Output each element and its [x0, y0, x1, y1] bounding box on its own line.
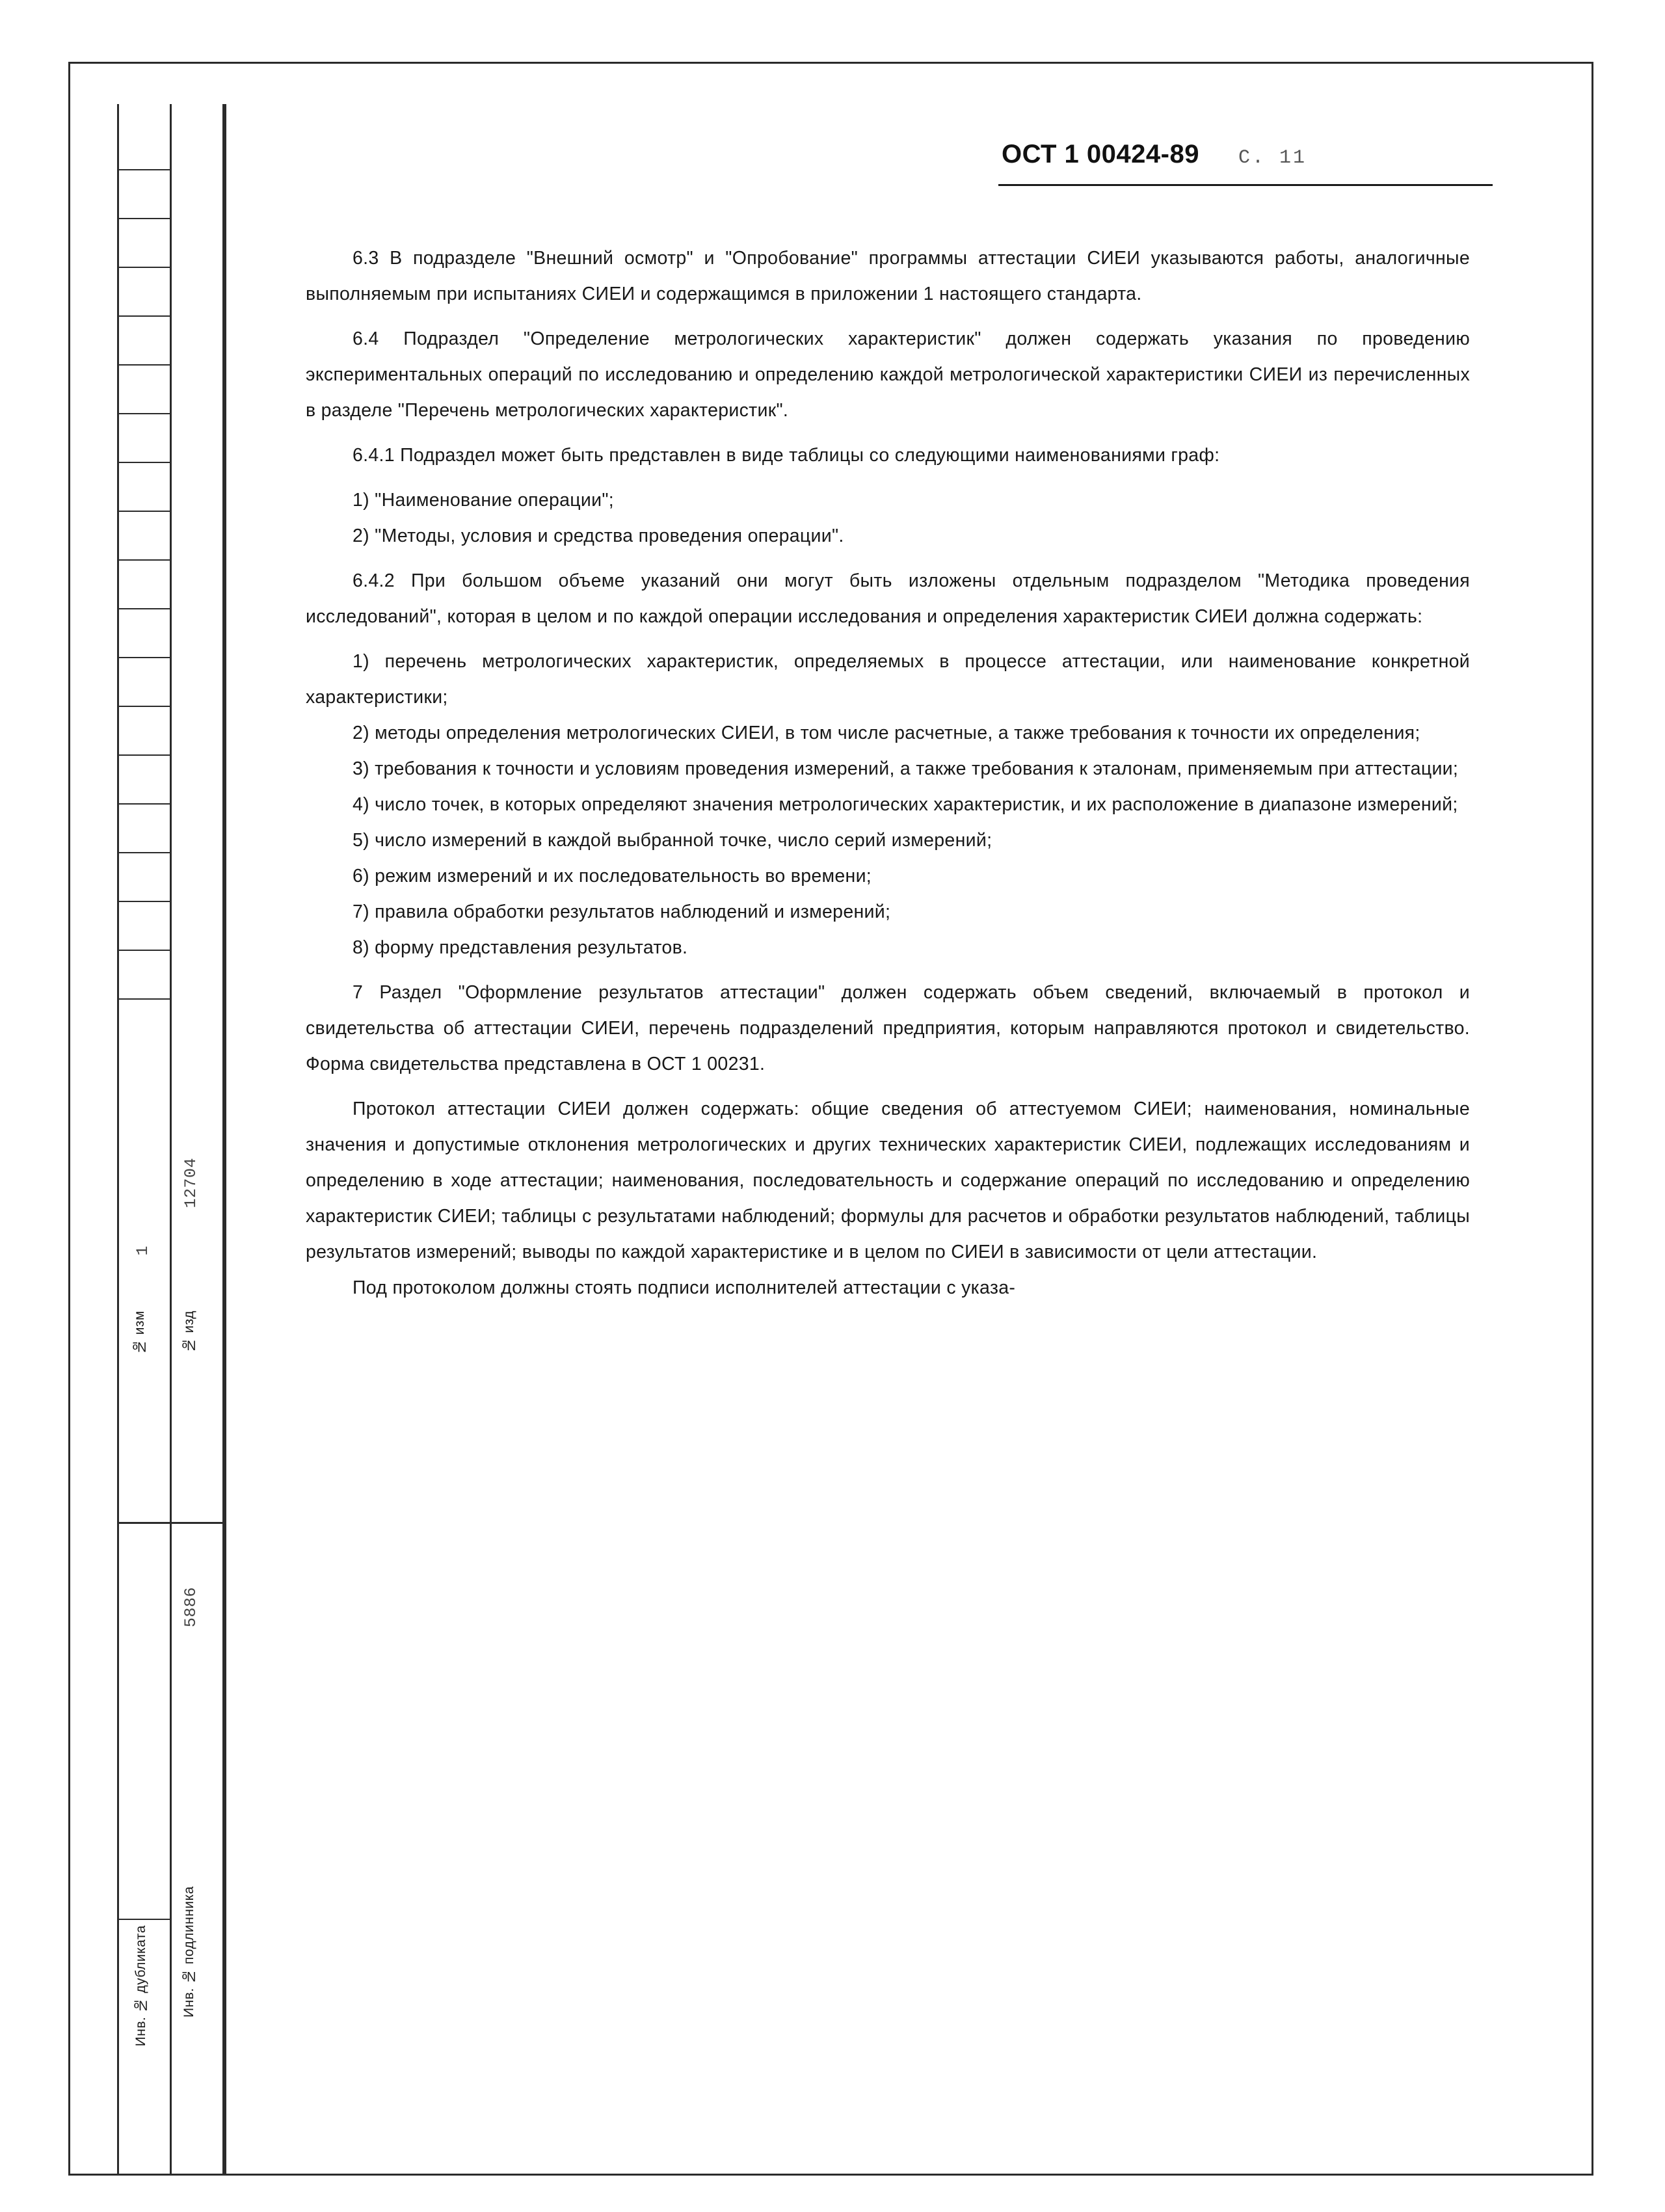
list-item: 2) методы определения метрологических СИЕИ, в том числе расчетные, а также требования к точности их определения; [353, 723, 1420, 743]
register-tick [119, 852, 170, 853]
register-tick [119, 559, 170, 561]
register-tick [119, 315, 170, 317]
paragraph: 6.4.2 При большом объеме указаний они могут быть изложены отдельным подразделом "Методика проведения исследований", которая в целом и по каждой операции исследования и определения характеристик СИЕИ должна содержать: [306, 570, 1470, 627]
page-number: С. 11 [1238, 147, 1307, 169]
paragraph: 6.4.1 Подраздел может быть представлен в виде таблицы со следующими наименованиями граф: [353, 445, 1220, 466]
list-item: 8) форму представления результатов. [353, 937, 688, 958]
register-tick [119, 218, 170, 219]
register-tick [119, 462, 170, 463]
margin-code-5886: 5886 [181, 1587, 200, 1628]
register-tick [119, 608, 170, 609]
register-tick [119, 413, 170, 414]
header-underline [998, 184, 1493, 186]
list-item: 3) требования к точности и условиям проведения измерений, а также требования к эталонам, применяемым при аттестации; [353, 758, 1459, 779]
margin-label-no-izm: № изм [132, 1311, 147, 1355]
register-tick [119, 364, 170, 366]
document-header [1002, 140, 1522, 169]
register-tick [119, 169, 170, 170]
register-tick [119, 901, 170, 902]
standard-number: ОСТ 1 00424-89 [1002, 140, 1199, 168]
list-item: 2) "Методы, условия и средства проведения операции". [353, 526, 844, 546]
paragraph: Протокол аттестации СИЕИ должен содержать: общие сведения об аттестуемом СИЕИ; наименования, номинальные значения и допустимые отклонения метрологических и других технических характеристик СИЕИ, подлежащих исследованиям и определению в ходе аттестации; наименования, последовательность и содержание операций по исследованию и определению характеристик СИЕИ; таблицы с результатами наблюдений; формулы для расчетов и обработки результатов наблюдений, таблицы результатов измерений; выводы по каждой характеристике и в целом по СИЕИ в зависимости от цели аттестации. [306, 1099, 1470, 1262]
margin-label-inv-dublikata: Инв. № дубликата [133, 1925, 148, 2047]
register-divider [119, 1522, 226, 1524]
register-tick [119, 657, 170, 658]
margin-column-divider [170, 104, 172, 2176]
register-tick [119, 950, 170, 951]
page-bottom-edge [0, 2196, 1665, 2212]
margin-code-12704: 12704 [181, 1158, 200, 1208]
register-tick [119, 998, 170, 1000]
document-body [306, 241, 1470, 1315]
margin-label-inv-podlinnika: Инв. № подлинника [181, 1886, 196, 2018]
register-tick [119, 511, 170, 512]
register-tick [119, 803, 170, 805]
register-tick [119, 1919, 170, 1920]
margin-register-column [117, 104, 224, 2176]
list-item: 7) правила обработки результатов наблюдений и измерений; [353, 901, 891, 922]
paragraph: 6.4 Подраздел "Определение метрологических характеристик" должен содержать указания по проведению экспериментальных операций по исследованию и определению каждой метрологической характеристики СИЕИ из перечисленных в разделе "Перечень метрологических характеристик". [306, 328, 1470, 421]
list-item: 5) число измерений в каждой выбранной точке, число серий измерений; [353, 830, 992, 851]
register-tick [119, 267, 170, 268]
register-tick [119, 706, 170, 707]
margin-label-no-izd: № изд [181, 1311, 196, 1353]
margin-code-1: 1 [133, 1246, 152, 1256]
paragraph: 7 Раздел "Оформление результатов аттестации" должен содержать объем сведений, включаемый в протокол и свидетельства об аттестации СИЕИ, перечень подразделений предприятия, которым направляются протокол и свидетельство. Форма свидетельства представлена в ОСТ 1 00231. [306, 982, 1470, 1074]
list-item: 6) режим измерений и их последовательность во времени; [353, 866, 872, 886]
list-item: 1) перечень метрологических характеристик, определяемых в процессе аттестации, или наименование конкретной характеристики; [306, 651, 1470, 708]
paragraph: 6.3 В подразделе "Внешний осмотр" и "Опробование" программы аттестации СИЕИ указываются работы, аналогичные выполняемым при испытаниях СИЕИ и содержащимся в приложении 1 настоящего стандарта. [306, 248, 1470, 304]
paragraph: Под протоколом должны стоять подписи исполнителей аттестации с указа- [353, 1277, 1016, 1298]
register-tick [119, 754, 170, 756]
list-item: 4) число точек, в которых определяют значения метрологических характеристик, и их расположение в диапазоне измерений; [353, 794, 1458, 815]
list-item: 1) "Наименование операции"; [353, 490, 614, 511]
